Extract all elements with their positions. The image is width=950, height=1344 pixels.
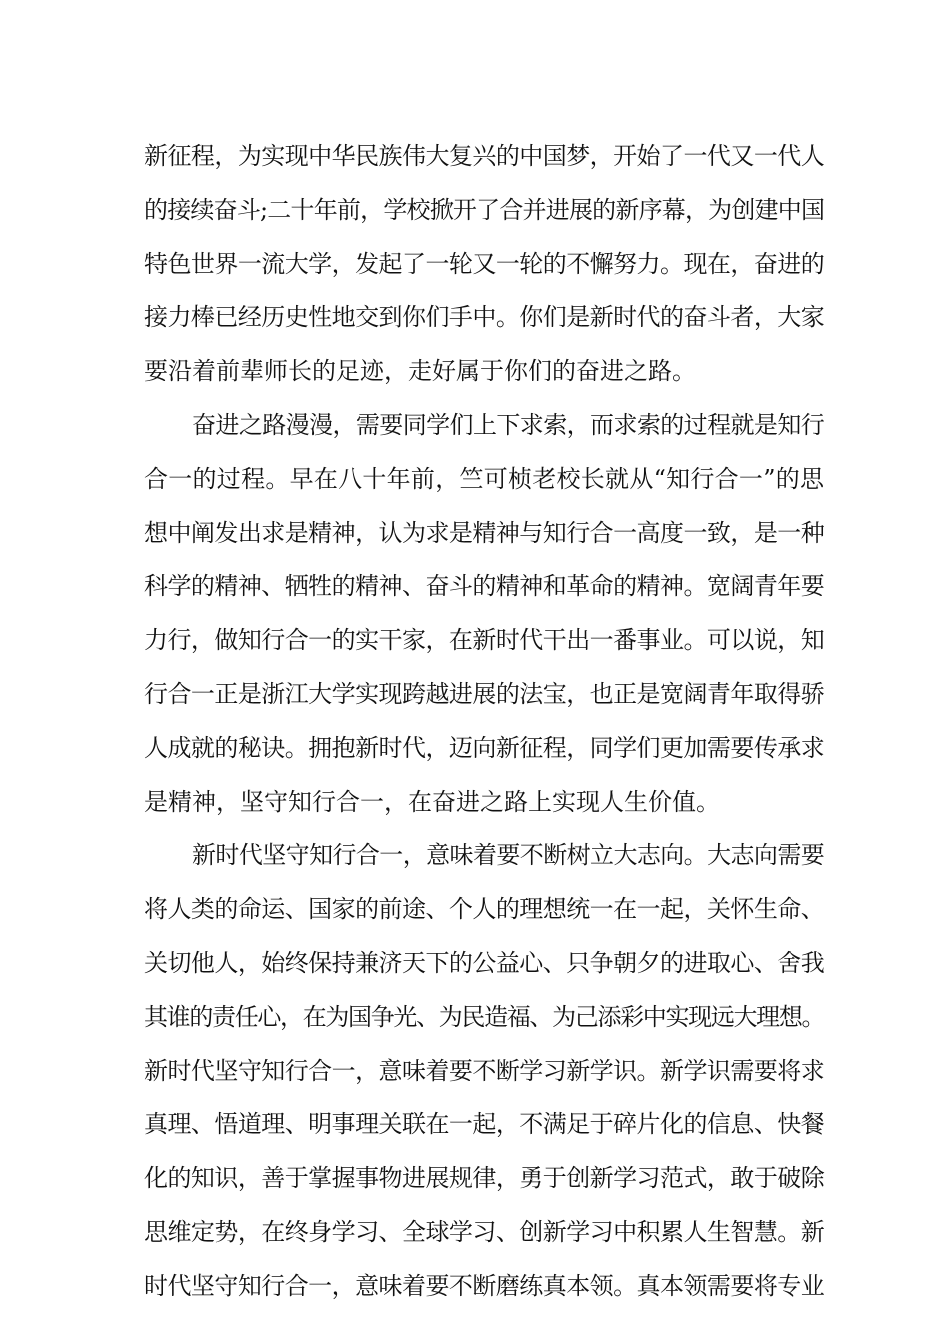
text-line: 新征程，为实现中华民族伟大复兴的中国梦，开始了一代又一代人 — [144, 142, 824, 170]
text-line: 科学的精神、牺牲的精神、奋斗的精神和革命的精神。宽阔青年要 — [144, 572, 824, 601]
text-line: 化的知识，善于掌握事物进展规律，勇于创新学习范式，敢于破除 — [144, 1164, 824, 1193]
text-line: 要沿着前辈师长的足迹，走好属于你们的奋进之路。 — [144, 357, 696, 386]
text-line: 真理、悟道理、明事理关联在一起，不满足于碎片化的信息、快餐 — [144, 1110, 824, 1139]
text-line: 特色世界一流大学，发起了一轮又一轮的不懈努力。现在，奋进的 — [144, 249, 824, 278]
text-line: 人成就的秘诀。拥抱新时代，迈向新征程，同学们更加需要传承求 — [144, 733, 824, 762]
text-line: 将人类的命运、国家的前途、个人的理想统一在一起，关怀生命、 — [144, 895, 824, 924]
text-line: 想中阐发出求是精神，认为求是精神与知行合一高度一致，是一种 — [144, 518, 824, 547]
text-line: 思维定势，在终身学习、全球学习、创新学习中积累人生智慧。新 — [144, 1217, 824, 1246]
text-line: 力行，做知行合一的实干家，在新时代干出一番事业。可以说，知 — [144, 626, 824, 655]
text-line: 时代坚守知行合一，意味着要不断磨练真本领。真本领需要将专业 — [144, 1271, 824, 1300]
text-line: 是精神，坚守知行合一，在奋进之路上实现人生价值。 — [144, 787, 720, 816]
text-line: 奋进之路漫漫，需要同学们上下求索，而求索的过程就是知行 — [192, 410, 824, 439]
body-text — [144, 130, 824, 1314]
text-line: 新时代坚守知行合一，意味着要不断树立大志向。大志向需要 — [192, 841, 824, 870]
text-line: 的接续奋斗;二十年前，学校掀开了合并进展的新序幕，为创建中国 — [144, 195, 824, 224]
text-line: 接力棒已经历史性地交到你们手中。你们是新时代的奋斗者，大家 — [144, 303, 824, 332]
text-line: 合一的过程。早在八十年前，竺可桢老校长就从“知行合一”的思 — [144, 464, 824, 493]
text-line: 关切他人，始终保持兼济天下的公益心、只争朝夕的进取心、舍我 — [144, 948, 824, 977]
text-line: 新时代坚守知行合一，意味着要不断学习新学识。新学识需要将求 — [144, 1056, 824, 1085]
text-line: 其谁的责任心，在为国争光、为民造福、为己添彩中实现远大理想。 — [144, 1002, 824, 1031]
text-line: 行合一正是浙江大学实现跨越进展的法宝，也正是宽阔青年取得骄 — [144, 679, 824, 708]
